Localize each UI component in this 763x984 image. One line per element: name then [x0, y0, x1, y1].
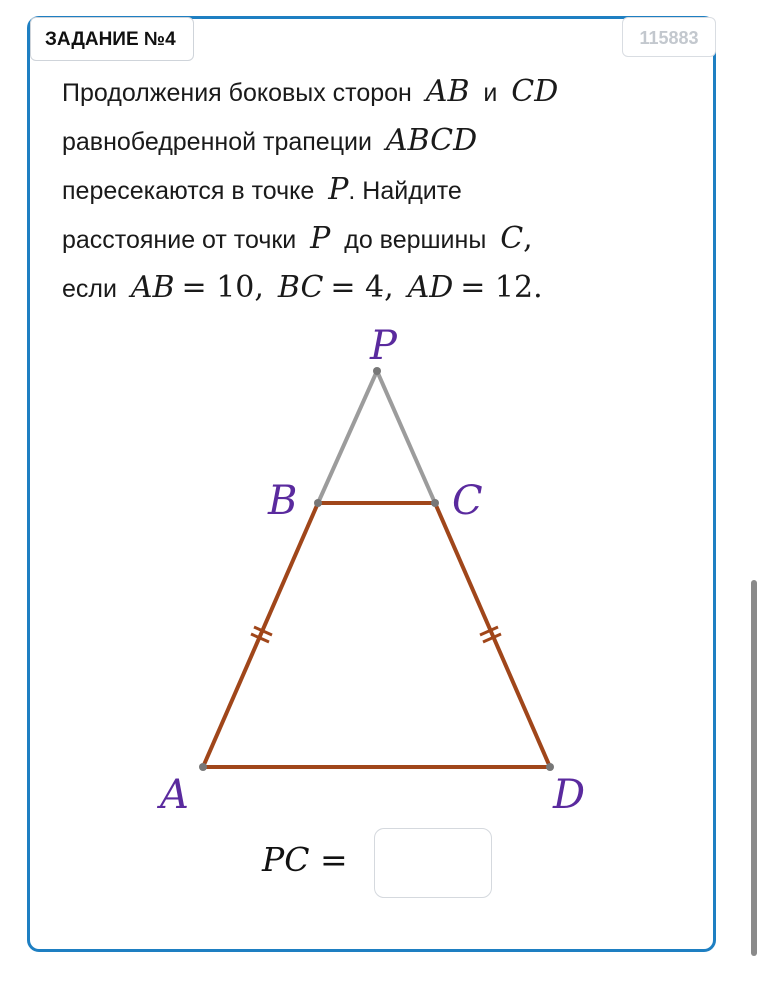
math-p: P: [328, 172, 349, 207]
answer-label-lhs: PC: [262, 840, 310, 879]
problem-text-part: до вершины: [344, 226, 487, 254]
answer-input[interactable]: [374, 828, 492, 898]
label-b: B: [268, 478, 298, 524]
math-ab: AB: [130, 270, 175, 305]
math-value: = 4,: [330, 270, 394, 305]
label-c: C: [452, 478, 483, 524]
math-cd: CD: [511, 74, 559, 109]
math-ab: AB: [425, 74, 470, 109]
problem-text-part: и: [483, 79, 498, 107]
extension-cp: [377, 371, 435, 503]
task-number-badge: ЗАДАНИЕ №4: [30, 17, 194, 61]
extension-bp: [318, 371, 377, 503]
problem-text-part: . Найдите: [348, 177, 462, 205]
answer-label-eq: =: [319, 840, 348, 879]
problem-text-part: расстояние от точки: [62, 226, 297, 254]
math-ad: AD: [407, 270, 454, 305]
problem-text-part: если: [62, 275, 117, 303]
label-d: D: [553, 772, 586, 818]
math-p: P: [310, 221, 331, 256]
problem-text-part: ,: [523, 221, 533, 256]
math-value: = 12.: [460, 270, 543, 305]
vertex-b: [314, 499, 322, 507]
problem-text-part: пересекаются в точке: [62, 177, 315, 205]
answer-label: [262, 840, 348, 879]
vertex-d: [546, 763, 554, 771]
label-p: P: [370, 323, 397, 369]
math-value: = 10,: [181, 270, 264, 305]
vertex-c: [431, 499, 439, 507]
side-cd: [435, 503, 550, 767]
side-ab: [203, 503, 318, 767]
math-bc: BC: [277, 270, 324, 305]
math-abcd: ABCD: [385, 123, 478, 158]
problem-text-part: Продолжения боковых сторон: [62, 79, 412, 107]
task-id-badge: 115883: [622, 17, 716, 57]
scrollbar[interactable]: [751, 580, 757, 956]
label-a: A: [160, 772, 189, 818]
math-c: C: [500, 221, 524, 256]
vertex-a: [199, 763, 207, 771]
problem-text-part: равнобедренной трапеции: [62, 128, 372, 156]
